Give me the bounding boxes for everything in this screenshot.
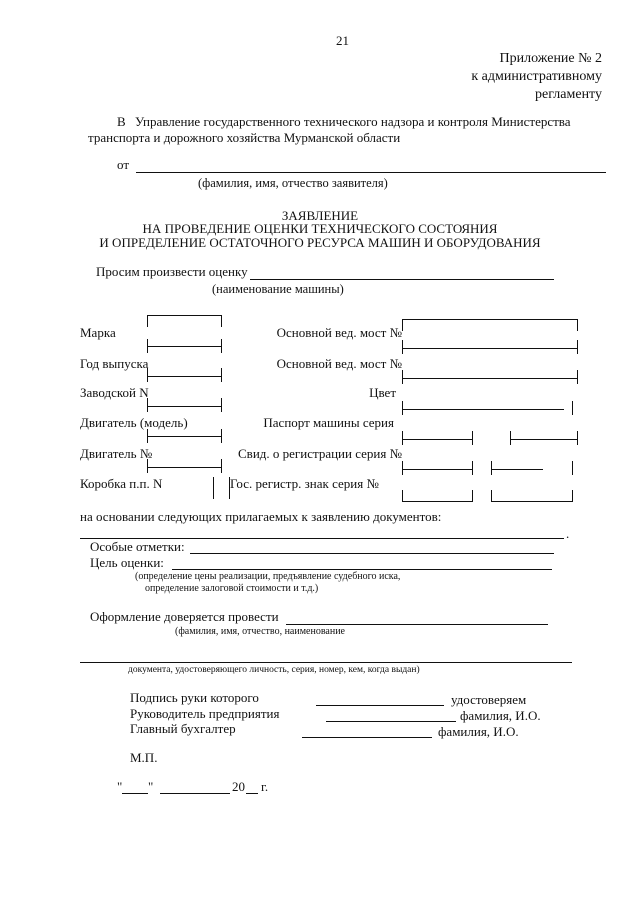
signature-right-1: удостоверяем <box>451 692 527 707</box>
passport-series-field[interactable] <box>402 439 472 440</box>
date-year-prefix: 20 <box>232 779 245 794</box>
date-year-field[interactable] <box>246 793 258 794</box>
registration-series-field[interactable] <box>402 469 472 470</box>
request-hint: (наименование машины) <box>212 282 344 296</box>
year-field[interactable] <box>147 376 222 377</box>
address-prefix: В <box>117 114 126 129</box>
purpose-hint-2: определение залоговой стоимости и т.д.) <box>145 583 319 594</box>
engine-model-field[interactable] <box>147 436 222 437</box>
special-marks-line[interactable] <box>190 553 554 554</box>
purpose-hint-1: (определение цены реализации, предъявление судебного иска, <box>135 571 401 582</box>
purpose-line[interactable] <box>172 569 552 570</box>
execution-label: Оформление доверяется провести <box>90 609 279 624</box>
registration-number-field[interactable] <box>491 469 543 470</box>
title-line-3: И ОПРЕДЕЛЕНИЕ ОСТАТОЧНОГО РЕСУРСА МАШИН И ОБОРУДОВАНИЯ <box>99 235 541 250</box>
field-label-registration-series: Свид. о регистрации серия № <box>238 446 402 461</box>
date-year-suffix: г. <box>261 779 269 794</box>
annex-line-3: регламенту <box>535 87 602 102</box>
annex-line-1: Приложение № 2 <box>499 51 602 66</box>
title-line-2: НА ПРОВЕДЕНИЕ ОЦЕНКИ ТЕХНИЧЕСКОГО СОСТОЯНИЯ <box>142 221 498 236</box>
purpose-label: Цель оценки: <box>90 555 164 570</box>
field-label-year: Год выпуска <box>80 356 149 371</box>
field-label-passport-series: Паспорт машины серия <box>263 415 394 430</box>
plate-series-field[interactable] <box>402 501 472 502</box>
field-label-color: Цвет <box>369 385 396 400</box>
gearbox-field[interactable] <box>213 477 214 499</box>
basis-end-period: . <box>566 526 570 541</box>
execution-line[interactable] <box>286 624 548 625</box>
field-label-axle-1: Основной вед. мост № <box>276 325 402 340</box>
execution-hint-2: документа, удостоверяющего личность, серия, номер, кем, когда выдан) <box>128 665 420 675</box>
from-line[interactable] <box>136 172 606 173</box>
plate-number-field[interactable] <box>491 501 573 502</box>
special-marks-label: Особые отметки: <box>90 539 185 554</box>
signature-line-3[interactable] <box>302 737 432 738</box>
request-line[interactable] <box>250 279 554 280</box>
signature-line-1[interactable] <box>316 705 444 706</box>
execution-hint-1: (фамилия, имя, отчество, наименование <box>175 626 345 637</box>
date-day-field[interactable] <box>122 793 148 794</box>
title-line-1: ЗАЯВЛЕНИЕ <box>281 208 359 223</box>
signature-right-2: фамилия, И.О. <box>460 708 541 723</box>
signature-right-3: фамилия, И.О. <box>438 724 519 739</box>
field-label-gearbox: Коробка п.п. N <box>80 476 163 491</box>
field-label-engine-number: Двигатель № <box>80 446 153 461</box>
basis-label: на основании следующих прилагаемых к заявлению документов: <box>80 509 442 524</box>
axle-1-field[interactable] <box>402 348 578 349</box>
request-label: Просим произвести оценку <box>96 264 248 279</box>
engine-number-field[interactable] <box>147 467 222 468</box>
signature-line-2[interactable] <box>326 721 456 722</box>
field-label-plate-series: Гос. регистр. знак серия № <box>230 476 379 491</box>
brand-field[interactable] <box>147 346 222 347</box>
field-label-engine-model: Двигатель (модель) <box>80 415 188 430</box>
field-label-serial: Заводской N <box>80 385 149 400</box>
signature-left-2: Руководитель предприятия <box>130 706 280 721</box>
serial-field[interactable] <box>147 406 222 407</box>
axle-2-field[interactable] <box>402 378 578 379</box>
signature-left-1: Подпись руки которого <box>130 690 259 705</box>
field-label-axle-2: Основной вед. мост № <box>276 356 402 371</box>
passport-number-field[interactable] <box>510 439 578 440</box>
from-hint: (фамилия, имя, отчество заявителя) <box>198 176 388 190</box>
signature-left-3: Главный бухгалтер <box>130 721 236 736</box>
field-label-brand: Марка <box>80 325 116 340</box>
date-month-field[interactable] <box>160 793 230 794</box>
page-number: 21 <box>336 33 349 48</box>
from-label: от <box>117 157 130 172</box>
address-line-1: Управление государственного технического надзора и контроля Министерства <box>135 114 571 129</box>
stamp-label: М.П. <box>130 750 158 765</box>
annex-line-2: к административному <box>471 69 602 84</box>
date-open-quote: " <box>117 779 123 794</box>
date-close-quote: " <box>148 779 154 794</box>
execution-line-2[interactable] <box>80 662 572 663</box>
address-line-2: транспорта и дорожного хозяйства Мурманской области <box>88 130 401 145</box>
color-field[interactable] <box>402 409 564 410</box>
